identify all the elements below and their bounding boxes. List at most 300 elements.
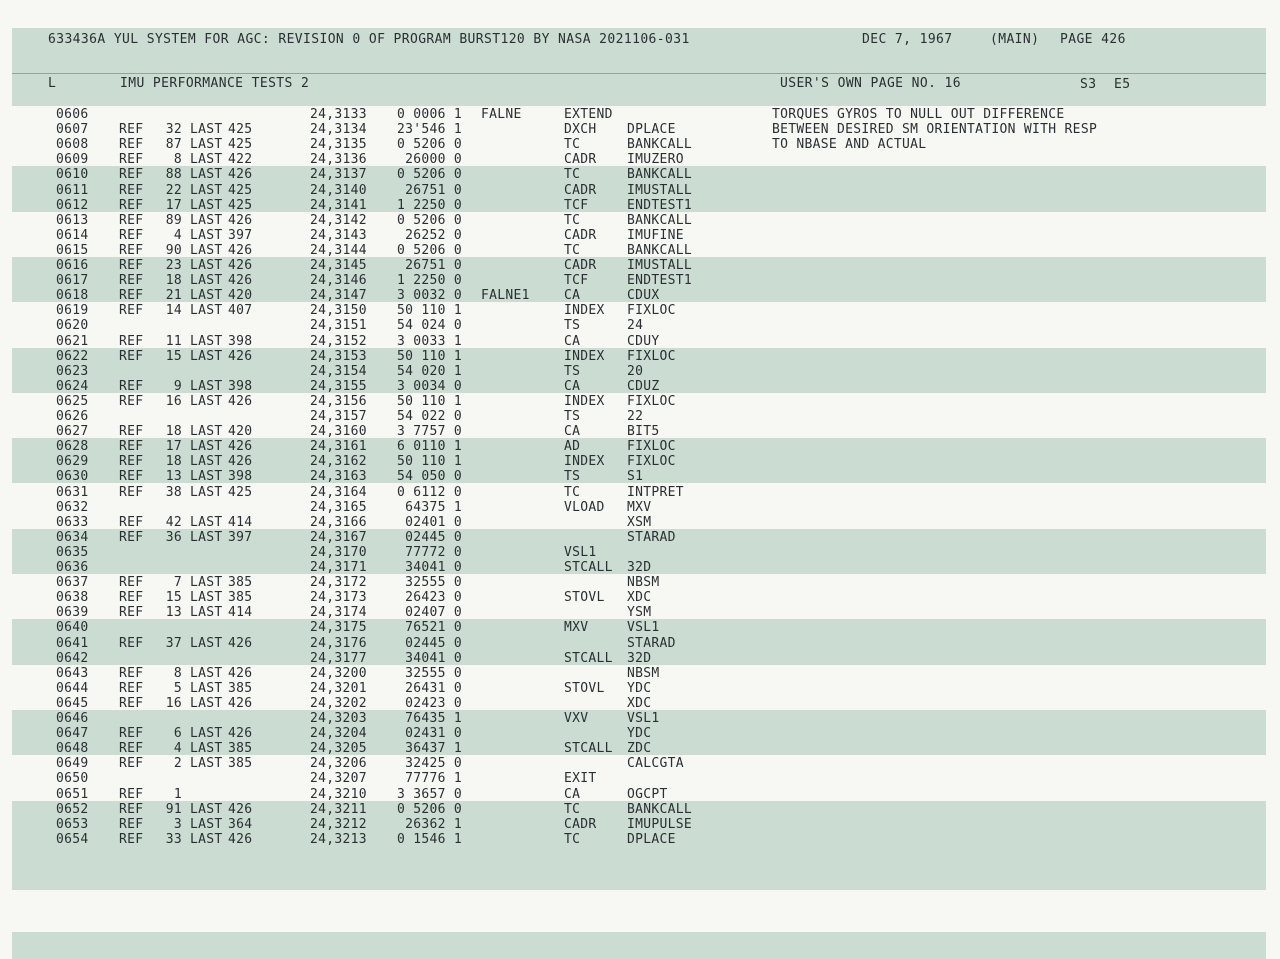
row-lastp: 425	[228, 137, 253, 153]
row-last: LAST	[190, 273, 223, 289]
row-operand: BANKCALL	[627, 212, 693, 228]
listing-row	[0, 469, 1280, 484]
row-last: LAST	[190, 514, 223, 530]
row-code: 77772 0	[405, 544, 462, 560]
row-addr: 24,3170	[310, 544, 367, 560]
row-addr: 24,3207	[310, 771, 367, 787]
row-code: 76521 0	[405, 620, 462, 636]
row-line: 0608	[56, 137, 89, 153]
row-addr: 24,3204	[310, 726, 367, 742]
row-line: 0610	[56, 167, 89, 183]
row-addr: 24,3133	[310, 107, 367, 122]
row-last: LAST	[190, 333, 223, 349]
listing-row	[0, 318, 1280, 333]
listing-row	[0, 424, 1280, 439]
row-comment: BETWEEN DESIRED SM ORIENTATION WITH RESP	[772, 122, 1098, 138]
row-ref: REF	[119, 303, 144, 319]
listing-row	[0, 167, 1280, 182]
row-op: CADR	[564, 227, 597, 243]
row-last: LAST	[190, 197, 223, 213]
row-operand: IMUZERO	[627, 152, 684, 168]
row-last: LAST	[190, 303, 223, 319]
row-operand: STARAD	[627, 635, 676, 651]
row-addr: 24,3146	[310, 273, 367, 289]
row-operand: 24	[627, 318, 644, 334]
row-num: 91	[165, 801, 182, 817]
row-num: 8	[173, 152, 182, 168]
listing-row	[0, 183, 1280, 198]
row-op: CADR	[564, 152, 597, 168]
row-code: 02445 0	[405, 529, 462, 545]
listing-row	[0, 454, 1280, 469]
row-ref: REF	[119, 726, 144, 742]
row-addr: 24,3160	[310, 424, 367, 440]
row-num: 8	[173, 665, 182, 681]
row-addr: 24,3162	[310, 454, 367, 470]
listing-row	[0, 273, 1280, 288]
row-last: LAST	[190, 695, 223, 711]
row-lastp: 364	[228, 816, 253, 832]
row-lastp: 385	[228, 756, 253, 772]
row-addr: 24,3156	[310, 393, 367, 409]
subheader-title: IMU PERFORMANCE TESTS 2	[120, 76, 310, 91]
row-addr: 24,3161	[310, 439, 367, 455]
row-code: 0 5206 0	[396, 167, 462, 183]
row-addr: 24,3177	[310, 650, 367, 666]
listing-row	[0, 771, 1280, 786]
row-lastp: 426	[228, 273, 253, 289]
listing-row	[0, 198, 1280, 213]
row-last: LAST	[190, 831, 223, 847]
row-operand: S1	[627, 469, 644, 485]
row-num: 38	[165, 484, 182, 500]
row-last: LAST	[190, 741, 223, 757]
row-op: TC	[564, 212, 581, 228]
row-addr: 24,3210	[310, 786, 367, 802]
row-ref: REF	[119, 439, 144, 455]
row-op: STCALL	[564, 741, 613, 757]
row-code: 1 2250 0	[396, 273, 462, 289]
row-lastp: 426	[228, 348, 253, 364]
users-page-number: USER'S OWN PAGE NO. 16	[780, 76, 961, 91]
row-line: 0611	[56, 182, 89, 198]
row-ref: REF	[119, 529, 144, 545]
row-last: LAST	[190, 122, 223, 138]
row-lastp: 425	[228, 484, 253, 500]
footer-band	[12, 843, 1266, 890]
row-op: TC	[564, 137, 581, 153]
row-line: 0646	[56, 711, 89, 726]
row-addr: 24,3206	[310, 756, 367, 772]
row-last: LAST	[190, 348, 223, 364]
row-lastp: 422	[228, 152, 253, 168]
row-line: 0638	[56, 590, 89, 606]
row-operand: DPLACE	[627, 831, 676, 847]
row-code: 02445 0	[405, 635, 462, 651]
row-last: LAST	[190, 424, 223, 440]
row-addr: 24,3175	[310, 620, 367, 636]
row-operand: BANKCALL	[627, 242, 693, 258]
row-last: LAST	[190, 454, 223, 470]
row-lastp: 426	[228, 801, 253, 817]
row-operand: IMUPULSE	[627, 816, 693, 832]
row-code: 34041 0	[405, 650, 462, 666]
subheader-s: S3	[1080, 77, 1097, 92]
listing-row	[0, 288, 1280, 303]
row-code: 32425 0	[405, 756, 462, 772]
row-ref: REF	[119, 484, 144, 500]
row-code: 26362 1	[405, 816, 462, 832]
row-last: LAST	[190, 439, 223, 455]
row-code: 77776 1	[405, 771, 462, 787]
row-ref: REF	[119, 378, 144, 394]
row-ref: REF	[119, 137, 144, 153]
row-op: VSL1	[564, 544, 597, 560]
row-op: VXV	[564, 711, 589, 726]
row-code: 6 0110 1	[396, 439, 462, 455]
row-addr: 24,3173	[310, 590, 367, 606]
row-op: TC	[564, 801, 581, 817]
listing-row	[0, 500, 1280, 515]
row-ref: REF	[119, 680, 144, 696]
row-lastp: 426	[228, 454, 253, 470]
row-operand: FIXLOC	[627, 454, 676, 470]
row-code: 50 110 1	[396, 348, 462, 364]
row-line: 0637	[56, 575, 89, 591]
listing-row	[0, 817, 1280, 832]
row-lastp: 426	[228, 393, 253, 409]
row-lastp: 398	[228, 333, 253, 349]
row-line: 0652	[56, 801, 89, 817]
row-last: LAST	[190, 152, 223, 168]
row-line: 0633	[56, 514, 89, 530]
row-lastp: 397	[228, 227, 253, 243]
row-addr: 24,3157	[310, 409, 367, 424]
row-ref: REF	[119, 635, 144, 651]
row-lastp: 426	[228, 695, 253, 711]
row-operand: INTPRET	[627, 484, 684, 500]
row-op: TS	[564, 363, 581, 379]
row-line: 0629	[56, 454, 89, 470]
row-op: CA	[564, 288, 581, 304]
row-num: 23	[165, 258, 182, 273]
row-addr: 24,3155	[310, 378, 367, 394]
row-operand: DPLACE	[627, 122, 676, 138]
row-num: 33	[165, 831, 182, 847]
listing-row	[0, 515, 1280, 530]
listing-row	[0, 137, 1280, 152]
row-num: 89	[165, 212, 182, 228]
row-addr: 24,3151	[310, 318, 367, 334]
row-ref: REF	[119, 665, 144, 681]
row-line: 0628	[56, 439, 89, 455]
row-last: LAST	[190, 680, 223, 696]
row-num: 87	[165, 137, 182, 153]
row-num: 5	[173, 680, 182, 696]
row-num: 2	[173, 756, 182, 772]
row-num: 14	[165, 303, 182, 319]
row-ref: REF	[119, 454, 144, 470]
row-operand: FIXLOC	[627, 439, 676, 455]
row-lastp: 426	[228, 439, 253, 455]
listing-row	[0, 107, 1280, 122]
row-ref: REF	[119, 333, 144, 349]
row-num: 13	[165, 605, 182, 621]
row-label: FALNE	[481, 107, 522, 122]
row-code: 50 110 1	[396, 303, 462, 319]
row-op: VLOAD	[564, 499, 605, 515]
listing-row	[0, 711, 1280, 726]
listing-row	[0, 636, 1280, 651]
row-op: TC	[564, 831, 581, 847]
row-op: CA	[564, 378, 581, 394]
header-page: PAGE 426	[1060, 32, 1126, 47]
listing-row	[0, 258, 1280, 273]
row-code: 0 5206 0	[396, 212, 462, 228]
listing-row	[0, 243, 1280, 258]
listing-row	[0, 545, 1280, 560]
row-line: 0641	[56, 635, 89, 651]
header-section: (MAIN)	[990, 32, 1040, 47]
row-operand: 20	[627, 363, 644, 379]
row-ref: REF	[119, 605, 144, 621]
row-code: 76435 1	[405, 711, 462, 726]
row-op: TC	[564, 167, 581, 183]
row-lastp: 385	[228, 575, 253, 591]
row-addr: 24,3171	[310, 560, 367, 575]
row-code: 26423 0	[405, 590, 462, 606]
row-line: 0616	[56, 258, 89, 273]
row-code: 0 1546 1	[396, 831, 462, 847]
listing-row	[0, 832, 1280, 847]
listing-row	[0, 228, 1280, 243]
row-code: 0 5206 0	[396, 137, 462, 153]
row-comment: TO NBASE AND ACTUAL	[772, 137, 927, 153]
row-last: LAST	[190, 393, 223, 409]
row-line: 0614	[56, 227, 89, 243]
row-code: 3 7757 0	[396, 424, 462, 440]
row-num: 3	[173, 816, 182, 832]
row-operand: 32D	[627, 560, 652, 575]
listing-row	[0, 802, 1280, 817]
row-operand: CDUZ	[627, 378, 660, 394]
row-last: LAST	[190, 227, 223, 243]
row-last: LAST	[190, 288, 223, 304]
row-code: 54 024 0	[396, 318, 462, 334]
row-num: 9	[173, 378, 182, 394]
row-ref: REF	[119, 242, 144, 258]
row-operand: NBSM	[627, 665, 660, 681]
row-operand: YDC	[627, 680, 652, 696]
row-ref: REF	[119, 122, 144, 138]
row-line: 0649	[56, 756, 89, 772]
row-line: 0639	[56, 605, 89, 621]
row-op: EXTEND	[564, 107, 613, 122]
row-addr: 24,3205	[310, 741, 367, 757]
row-num: 6	[173, 726, 182, 742]
row-operand: STARAD	[627, 529, 676, 545]
row-operand: IMUFINE	[627, 227, 684, 243]
listing-row	[0, 485, 1280, 500]
row-line: 0651	[56, 786, 89, 802]
row-line: 0619	[56, 303, 89, 319]
row-addr: 24,3147	[310, 288, 367, 304]
row-num: 90	[165, 242, 182, 258]
row-code: 0 6112 0	[396, 484, 462, 500]
row-ref: REF	[119, 695, 144, 711]
row-addr: 24,3176	[310, 635, 367, 651]
row-code: 23'546 1	[396, 122, 462, 138]
row-op: TS	[564, 409, 581, 424]
row-last: LAST	[190, 529, 223, 545]
row-op: INDEX	[564, 303, 605, 319]
row-addr: 24,3167	[310, 529, 367, 545]
row-operand: IMUSTALL	[627, 182, 693, 198]
header-date: DEC 7, 1967	[862, 32, 953, 47]
row-addr: 24,3201	[310, 680, 367, 696]
row-operand: BIT5	[627, 424, 660, 440]
row-last: LAST	[190, 242, 223, 258]
row-last: LAST	[190, 575, 223, 591]
row-line: 0645	[56, 695, 89, 711]
row-line: 0617	[56, 273, 89, 289]
row-ref: REF	[119, 212, 144, 228]
row-op: MXV	[564, 620, 589, 636]
row-op: TS	[564, 318, 581, 334]
row-line: 0621	[56, 333, 89, 349]
row-code: 26000 0	[405, 152, 462, 168]
header-rule	[12, 73, 1266, 74]
row-op: TCF	[564, 197, 589, 213]
row-ref: REF	[119, 167, 144, 183]
row-num: 11	[165, 333, 182, 349]
listing-row	[0, 590, 1280, 605]
row-operand: VSL1	[627, 711, 660, 726]
listing-row	[0, 303, 1280, 318]
row-op: STCALL	[564, 560, 613, 575]
row-ref: REF	[119, 786, 144, 802]
row-line: 0609	[56, 152, 89, 168]
row-lastp: 426	[228, 242, 253, 258]
row-lastp: 426	[228, 212, 253, 228]
row-lastp: 426	[228, 665, 253, 681]
row-ref: REF	[119, 756, 144, 772]
row-line: 0630	[56, 469, 89, 485]
row-operand: FIXLOC	[627, 393, 676, 409]
row-line: 0644	[56, 680, 89, 696]
row-code: 02401 0	[405, 514, 462, 530]
row-lastp: 397	[228, 529, 253, 545]
row-op: CADR	[564, 816, 597, 832]
row-op: INDEX	[564, 454, 605, 470]
row-lastp: 385	[228, 590, 253, 606]
row-last: LAST	[190, 137, 223, 153]
row-line: 0618	[56, 288, 89, 304]
row-operand: NBSM	[627, 575, 660, 591]
row-num: 4	[173, 227, 182, 243]
row-operand: MXV	[627, 499, 652, 515]
row-code: 0 5206 0	[396, 801, 462, 817]
row-lastp: 420	[228, 288, 253, 304]
row-num: 4	[173, 741, 182, 757]
row-ref: REF	[119, 393, 144, 409]
row-last: LAST	[190, 635, 223, 651]
row-num: 36	[165, 529, 182, 545]
row-addr: 24,3165	[310, 499, 367, 515]
row-ref: REF	[119, 801, 144, 817]
row-num: 22	[165, 182, 182, 198]
row-op: STOVL	[564, 680, 605, 696]
row-ref: REF	[119, 288, 144, 304]
listing-row	[0, 349, 1280, 364]
row-line: 0634	[56, 529, 89, 545]
row-code: 0 0006 1	[396, 107, 462, 122]
row-addr: 24,3143	[310, 227, 367, 243]
listing-row	[0, 394, 1280, 409]
row-lastp: 420	[228, 424, 253, 440]
row-operand: CDUX	[627, 288, 660, 304]
row-operand: BANKCALL	[627, 801, 693, 817]
row-last: LAST	[190, 726, 223, 742]
row-line: 0607	[56, 122, 89, 138]
row-operand: FIXLOC	[627, 303, 676, 319]
row-num: 88	[165, 167, 182, 183]
row-num: 18	[165, 273, 182, 289]
row-operand: OGCPT	[627, 786, 668, 802]
row-num: 18	[165, 424, 182, 440]
row-num: 17	[165, 197, 182, 213]
listing-row	[0, 575, 1280, 590]
row-op: STCALL	[564, 650, 613, 666]
row-addr: 24,3211	[310, 801, 367, 817]
row-operand: BANKCALL	[627, 167, 693, 183]
row-code: 02407 0	[405, 605, 462, 621]
row-addr: 24,3141	[310, 197, 367, 213]
row-lastp: 426	[228, 167, 253, 183]
row-ref: REF	[119, 575, 144, 591]
row-ref: REF	[119, 258, 144, 273]
row-ref: REF	[119, 182, 144, 198]
row-addr: 24,3163	[310, 469, 367, 485]
row-op: AD	[564, 439, 581, 455]
row-last: LAST	[190, 801, 223, 817]
row-last: LAST	[190, 484, 223, 500]
row-addr: 24,3150	[310, 303, 367, 319]
row-line: 0636	[56, 560, 89, 575]
listing-row	[0, 726, 1280, 741]
row-op: CA	[564, 333, 581, 349]
row-addr: 24,3153	[310, 348, 367, 364]
row-line: 0612	[56, 197, 89, 213]
row-ref: REF	[119, 273, 144, 289]
row-addr: 24,3166	[310, 514, 367, 530]
row-operand: FIXLOC	[627, 348, 676, 364]
row-lastp: 426	[228, 831, 253, 847]
row-ref: REF	[119, 514, 144, 530]
listing-row	[0, 122, 1280, 137]
row-operand: ENDTEST1	[627, 273, 693, 289]
row-ref: REF	[119, 152, 144, 168]
row-addr: 24,3137	[310, 167, 367, 183]
row-num: 42	[165, 514, 182, 530]
row-op: EXIT	[564, 771, 597, 787]
row-operand: BANKCALL	[627, 137, 693, 153]
row-op: TS	[564, 469, 581, 485]
row-last: LAST	[190, 258, 223, 273]
row-addr: 24,3134	[310, 122, 367, 138]
row-num: 16	[165, 393, 182, 409]
row-num: 15	[165, 348, 182, 364]
